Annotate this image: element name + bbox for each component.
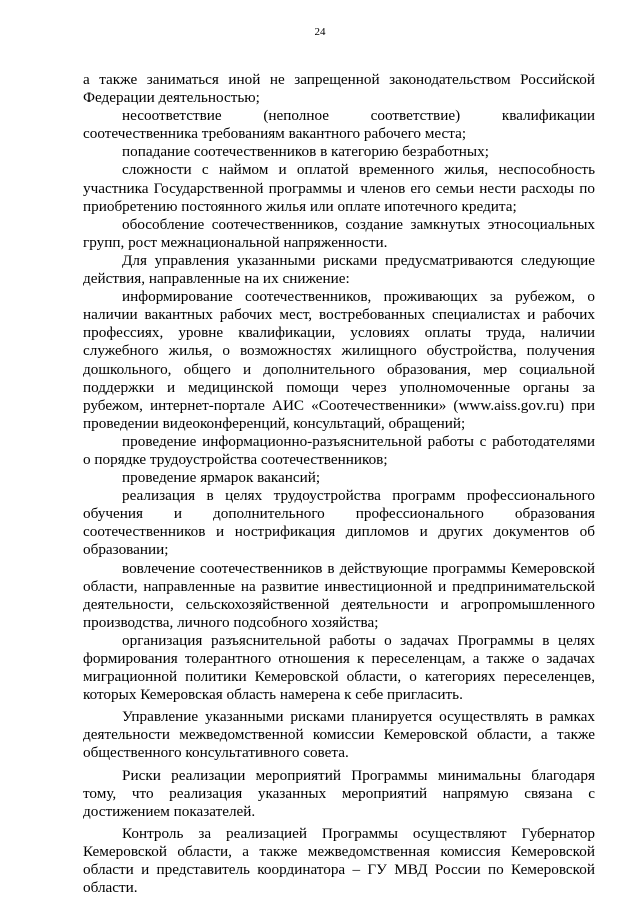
paragraph: сложности с наймом и оплатой временного жилья, неспособность участника Государственной программы и членов его семьи нести расходы по приобретению постоянного жилья или оплате ипотечного кредита; (83, 161, 595, 215)
paragraph: Контроль за реализацией Программы осуществляют Губернатор Кемеровской области, а также межведомственная комиссия Кемеровской области и представитель координатора – ГУ МВД России по Кемеровской области. (83, 824, 595, 897)
paragraph: организация разъяснительной работы о задачах Программы в целях формирования толерантного отношения к переселенцам, а также о задачах миграционной политики Кемеровской области, о категориях переселенцев, которых Кемеровская область намерена к себе пригласить. (83, 631, 595, 704)
paragraph: несоответствие (неполное соответствие) квалификации соотечественника требованиям вакантного рабочего места; (83, 107, 595, 143)
document-body (83, 71, 595, 897)
paragraph: реализация в целях трудоустройства программ профессионального обучения и дополнительного профессионального образования соотечественников и нострификация дипломов и других документов об образовании; (83, 487, 595, 559)
paragraph: Управление указанными рисками планируется осуществлять в рамках деятельности межведомственной комиссии Кемеровской области, а также общественного консультативного совета. (83, 708, 595, 762)
paragraph: информирование соотечественников, проживающих за рубежом, о наличии вакантных рабочих мест, востребованных специалистах и рабочих профессиях, уровне квалификации, условиях оплаты труда, наличии служебного жилья, о возможностях жилищного обустройства, получения дошкольного, общего и дополнительного образования, мер социальной поддержки и медицинской помощи через уполномоченные органы за рубежом, интернет-портале АИС «Соотечественники» (www.aiss.gov.ru) при проведении видеоконференций, консультаций, обращений; (83, 288, 595, 432)
paragraph: проведение информационно-разъяснительной работы с работодателями о порядке трудоустройства соотечественников; (83, 432, 595, 468)
page-number: 24 (314, 26, 326, 38)
paragraph: Риски реализации мероприятий Программы минимальны благодаря тому, что реализация указанных мероприятий напрямую связана с достижением показателей. (83, 766, 595, 820)
paragraph: а также заниматься иной не запрещенной законодательством Российской Федерации деятельностью; (83, 71, 595, 107)
paragraph: Для управления указанными рисками предусматриваются следующие действия, направленные на их снижение: (83, 251, 595, 288)
paragraph: попадание соотечественников в категорию безработных; (122, 143, 489, 161)
paragraph: проведение ярмарок вакансий; (122, 469, 321, 487)
paragraph: обособление соотечественников, создание замкнутых этносоциальных групп, рост межнациональной напряженности. (83, 215, 595, 251)
paragraph: вовлечение соотечественников в действующие программы Кемеровской области, направленные на развитие инвестиционной и предпринимательской деятельности, сельскохозяйственной деятельности и агропромышленного производства, личного подсобного хозяйства; (83, 559, 595, 631)
